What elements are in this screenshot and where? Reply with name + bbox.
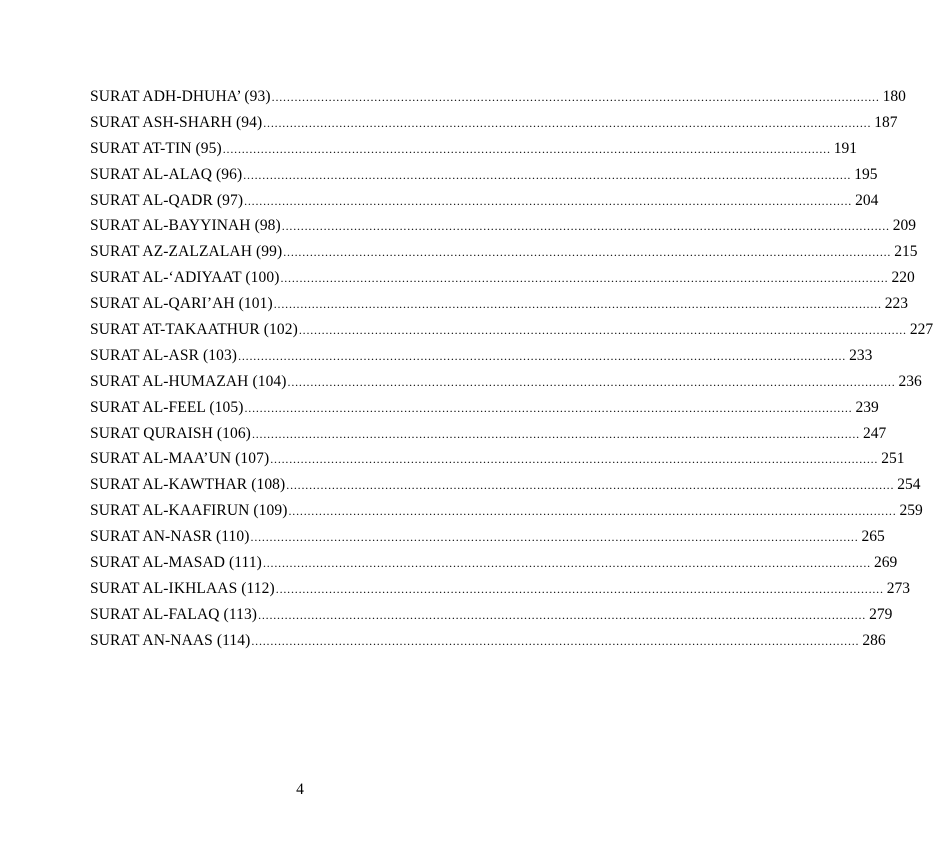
toc-entry-title: SURAT ASH-SHARH (94)	[90, 113, 263, 131]
dot-leader: ................................................................................................................................................................	[222, 141, 831, 156]
toc-entry-page: 251	[881, 450, 905, 468]
toc-entry	[90, 579, 911, 606]
toc-entry-page: 215	[894, 243, 918, 261]
toc-entry	[90, 528, 885, 554]
toc-entry	[90, 139, 857, 166]
toc-entry-title: SURAT AN-NASR (110)	[90, 528, 250, 546]
toc-entry-page: 239	[855, 398, 879, 416]
toc-entry	[90, 398, 879, 425]
toc-entry-page: 187	[874, 113, 898, 131]
page-number: 4	[296, 781, 304, 798]
dot-leader: ................................................................................................................................................................	[298, 323, 907, 338]
toc-entry	[90, 502, 923, 528]
toc-entry-title: SURAT AL-IKHLAAS (112)	[90, 579, 275, 597]
dot-leader: ................................................................................................................................................................	[251, 633, 860, 648]
toc-entry-title: SURAT AL-KAAFIRUN (109)	[90, 502, 288, 520]
toc-entry-page: 265	[861, 528, 885, 546]
toc-entry	[90, 321, 933, 347]
dot-leader: ................................................................................................................................................................	[288, 504, 897, 519]
toc-entry-title: SURAT AL-QADR (97)	[90, 191, 244, 209]
dot-leader: ................................................................................................................................................................	[280, 271, 889, 286]
toc-entry-title: SURAT AL-HUMAZAH (104)	[90, 372, 287, 390]
toc-entry-page: 254	[897, 476, 921, 494]
toc-entry	[90, 113, 898, 140]
dot-leader: ................................................................................................................................................................	[273, 297, 882, 312]
toc-entry-page: 233	[849, 346, 873, 364]
dot-leader: ................................................................................................................................................................	[258, 607, 867, 622]
toc-entry-title: SURAT AT-TIN (95)	[90, 139, 222, 157]
toc-entry-title: SURAT AL-ASR (103)	[90, 346, 238, 364]
toc-entry	[90, 476, 921, 502]
toc-entry-title: SURAT AN-NAAS (114)	[90, 631, 251, 649]
toc-entry-page: 195	[854, 165, 878, 183]
toc-entry-page: 236	[898, 372, 922, 390]
toc-entry-page: 286	[862, 631, 886, 649]
toc-entry-page: 247	[862, 424, 887, 442]
toc-entry-page: 279	[869, 605, 893, 623]
toc-entry-page: 209	[892, 217, 917, 235]
toc-entry	[90, 346, 873, 373]
dot-leader: ................................................................................................................................................................	[283, 245, 892, 260]
dot-leader: ................................................................................................................................................................	[251, 426, 860, 441]
toc-entry-title: SURAT ADH-DHUHA’ (93)	[90, 88, 271, 105]
toc-entry-page: 191	[833, 139, 857, 157]
toc-entry-title: SURAT AL-MASAD (111)	[90, 554, 262, 572]
dot-leader: ................................................................................................................................................................	[238, 348, 847, 363]
toc-entry-page: 180	[882, 88, 906, 105]
toc-entry	[90, 554, 898, 580]
dot-leader: ................................................................................................................................................................	[270, 452, 879, 467]
dot-leader: ................................................................................................................................................................	[243, 167, 852, 182]
toc-entry	[90, 243, 918, 269]
toc-entry-page: 204	[855, 191, 879, 209]
toc-entry-title: SURAT AL-ALAQ (96)	[90, 165, 243, 183]
toc-entry	[90, 191, 879, 218]
toc-entry-title: SURAT AL-MAA’UN (107)	[90, 450, 270, 468]
toc-entry	[90, 165, 878, 192]
toc-entry	[90, 372, 922, 399]
dot-leader: ................................................................................................................................................................	[263, 115, 872, 130]
toc-entry-page: 259	[899, 502, 923, 520]
toc-entry-title: SURAT QURAISH (106)	[90, 424, 251, 442]
dot-leader: ................................................................................................................................................................	[287, 374, 896, 389]
toc-entry-title: SURAT AZ-ZALZALAH (99)	[90, 243, 283, 261]
toc-entry-title: SURAT AL-KAWTHAR (108)	[90, 476, 286, 494]
dot-leader: ................................................................................................................................................................	[262, 556, 871, 571]
toc-entry	[90, 217, 917, 243]
dot-leader: ................................................................................................................................................................	[250, 530, 859, 545]
dot-leader: ................................................................................................................................................................	[275, 581, 884, 596]
toc-entry-page: 227	[909, 321, 933, 339]
toc-entry-title: SURAT AL-‘ADIYAAT (100)	[90, 269, 280, 287]
dot-leader: ................................................................................................................................................................	[244, 400, 853, 415]
toc-entry	[90, 424, 887, 451]
toc-entry-title: SURAT AT-TAKAATHUR (102)	[90, 321, 298, 339]
dot-leader: ................................................................................................................................................................	[244, 193, 853, 208]
toc-entry	[90, 295, 908, 321]
toc-entry	[90, 269, 915, 295]
toc-entry	[90, 631, 886, 658]
toc-entry-title: SURAT AL-QARI’AH (101)	[90, 295, 273, 313]
toc-entry-title: SURAT AL-FEEL (105)	[90, 398, 244, 416]
toc-entry	[90, 88, 906, 114]
dot-leader: ................................................................................................................................................................	[271, 90, 880, 104]
dot-leader: ................................................................................................................................................................	[281, 219, 890, 234]
toc-entry-page: 273	[886, 579, 911, 597]
toc-entry	[90, 450, 905, 476]
table-of-contents	[90, 88, 933, 658]
toc-entry-page: 269	[873, 554, 898, 572]
toc-entry-page: 223	[884, 295, 908, 313]
dot-leader: ................................................................................................................................................................	[286, 478, 895, 493]
toc-entry-page: 220	[891, 269, 915, 287]
toc-entry	[90, 605, 893, 632]
toc-entry-title: SURAT AL-BAYYINAH (98)	[90, 217, 281, 235]
toc-entry-title: SURAT AL-FALAQ (113)	[90, 605, 258, 623]
